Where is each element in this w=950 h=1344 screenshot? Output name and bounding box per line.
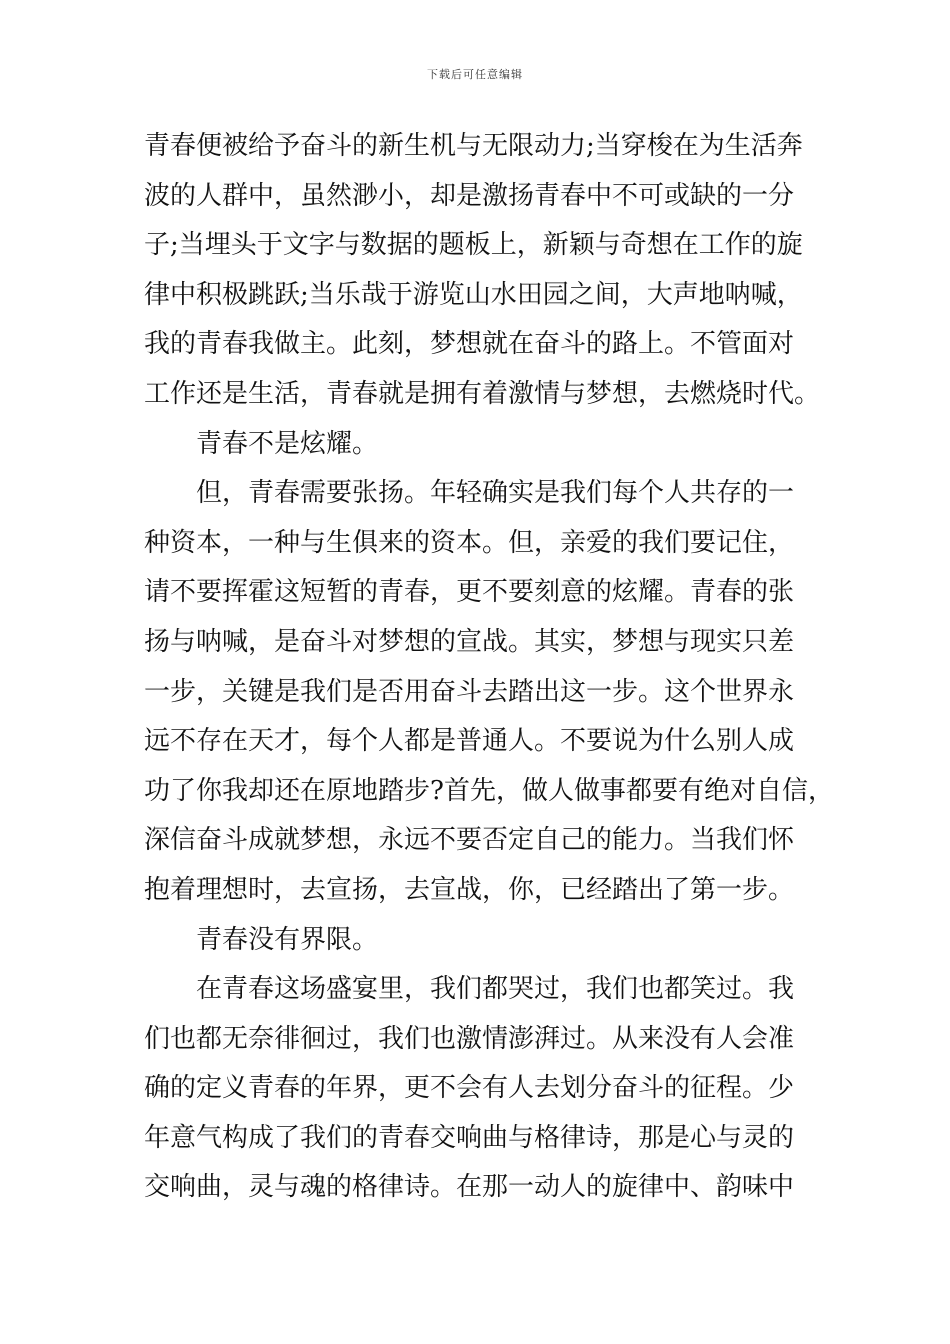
- section-heading: 青春不是炫耀。: [196, 428, 379, 459]
- text-line: 扬与呐喊，是奋斗对梦想的宣战。其实，梦想与现实只差: [144, 626, 795, 657]
- text-line: 种资本，一种与生俱来的资本。但，亲爱的我们要记住，: [144, 527, 795, 558]
- text-line: 青春便被给予奋斗的新生机与无限动力;当穿梭在为生活奔: [144, 131, 803, 161]
- paragraph-first-line: 但，青春需要张扬。年轻确实是我们每个人共存的一: [196, 478, 795, 509]
- text-line: 工作还是生活，青春就是拥有着激情与梦想，去燃烧时代。: [144, 378, 821, 409]
- text-line: 年意气构成了我们的青春交响曲与格律诗，那是心与灵的: [144, 1122, 795, 1153]
- text-line: 深信奋斗成就梦想，永远不要否定自己的能力。当我们怀: [144, 825, 795, 856]
- text-line: 律中积极跳跃;当乐哉于游览山水田园之间，大声地呐喊，: [144, 279, 803, 310]
- text-line: 我的青春我做主。此刻，梦想就在奋斗的路上。不管面对: [144, 329, 795, 360]
- section-heading: 青春没有界限。: [196, 924, 379, 955]
- text-line: 们也都无奈徘徊过，我们也激情澎湃过。从来没有人会准: [144, 1023, 795, 1054]
- paragraph-first-line: 在青春这场盛宴里，我们都哭过，我们也都笑过。我: [196, 974, 795, 1005]
- text-line: 抱着理想时，去宣扬，去宣战，你，已经踏出了第一步。: [144, 874, 795, 905]
- text-line: 波的人群中，虽然渺小，却是激扬青春中不可或缺的一分: [144, 180, 795, 211]
- document-body: [144, 122, 834, 1213]
- text-line: 请不要挥霍这短暂的青春，更不要刻意的炫耀。青春的张: [144, 577, 795, 608]
- text-line: 子;当埋头于文字与数据的题板上，新颖与奇想在工作的旋: [144, 230, 803, 261]
- text-line: 确的定义青春的年界，更不会有人去划分奋斗的征程。少: [144, 1073, 795, 1104]
- text-line: 交响曲，灵与魂的格律诗。在那一动人的旋律中、韵味中: [144, 1172, 795, 1203]
- text-line: 远不存在天才，每个人都是普通人。不要说为什么别人成: [144, 726, 795, 757]
- text-line: 功了你我却还在原地踏步?首先，做人做事都要有绝对自信，: [144, 775, 834, 806]
- text-line: 一步，关键是我们是否用奋斗去踏出这一步。这个世界永: [144, 676, 795, 707]
- page-header: 下载后可任意编辑: [427, 68, 523, 81]
